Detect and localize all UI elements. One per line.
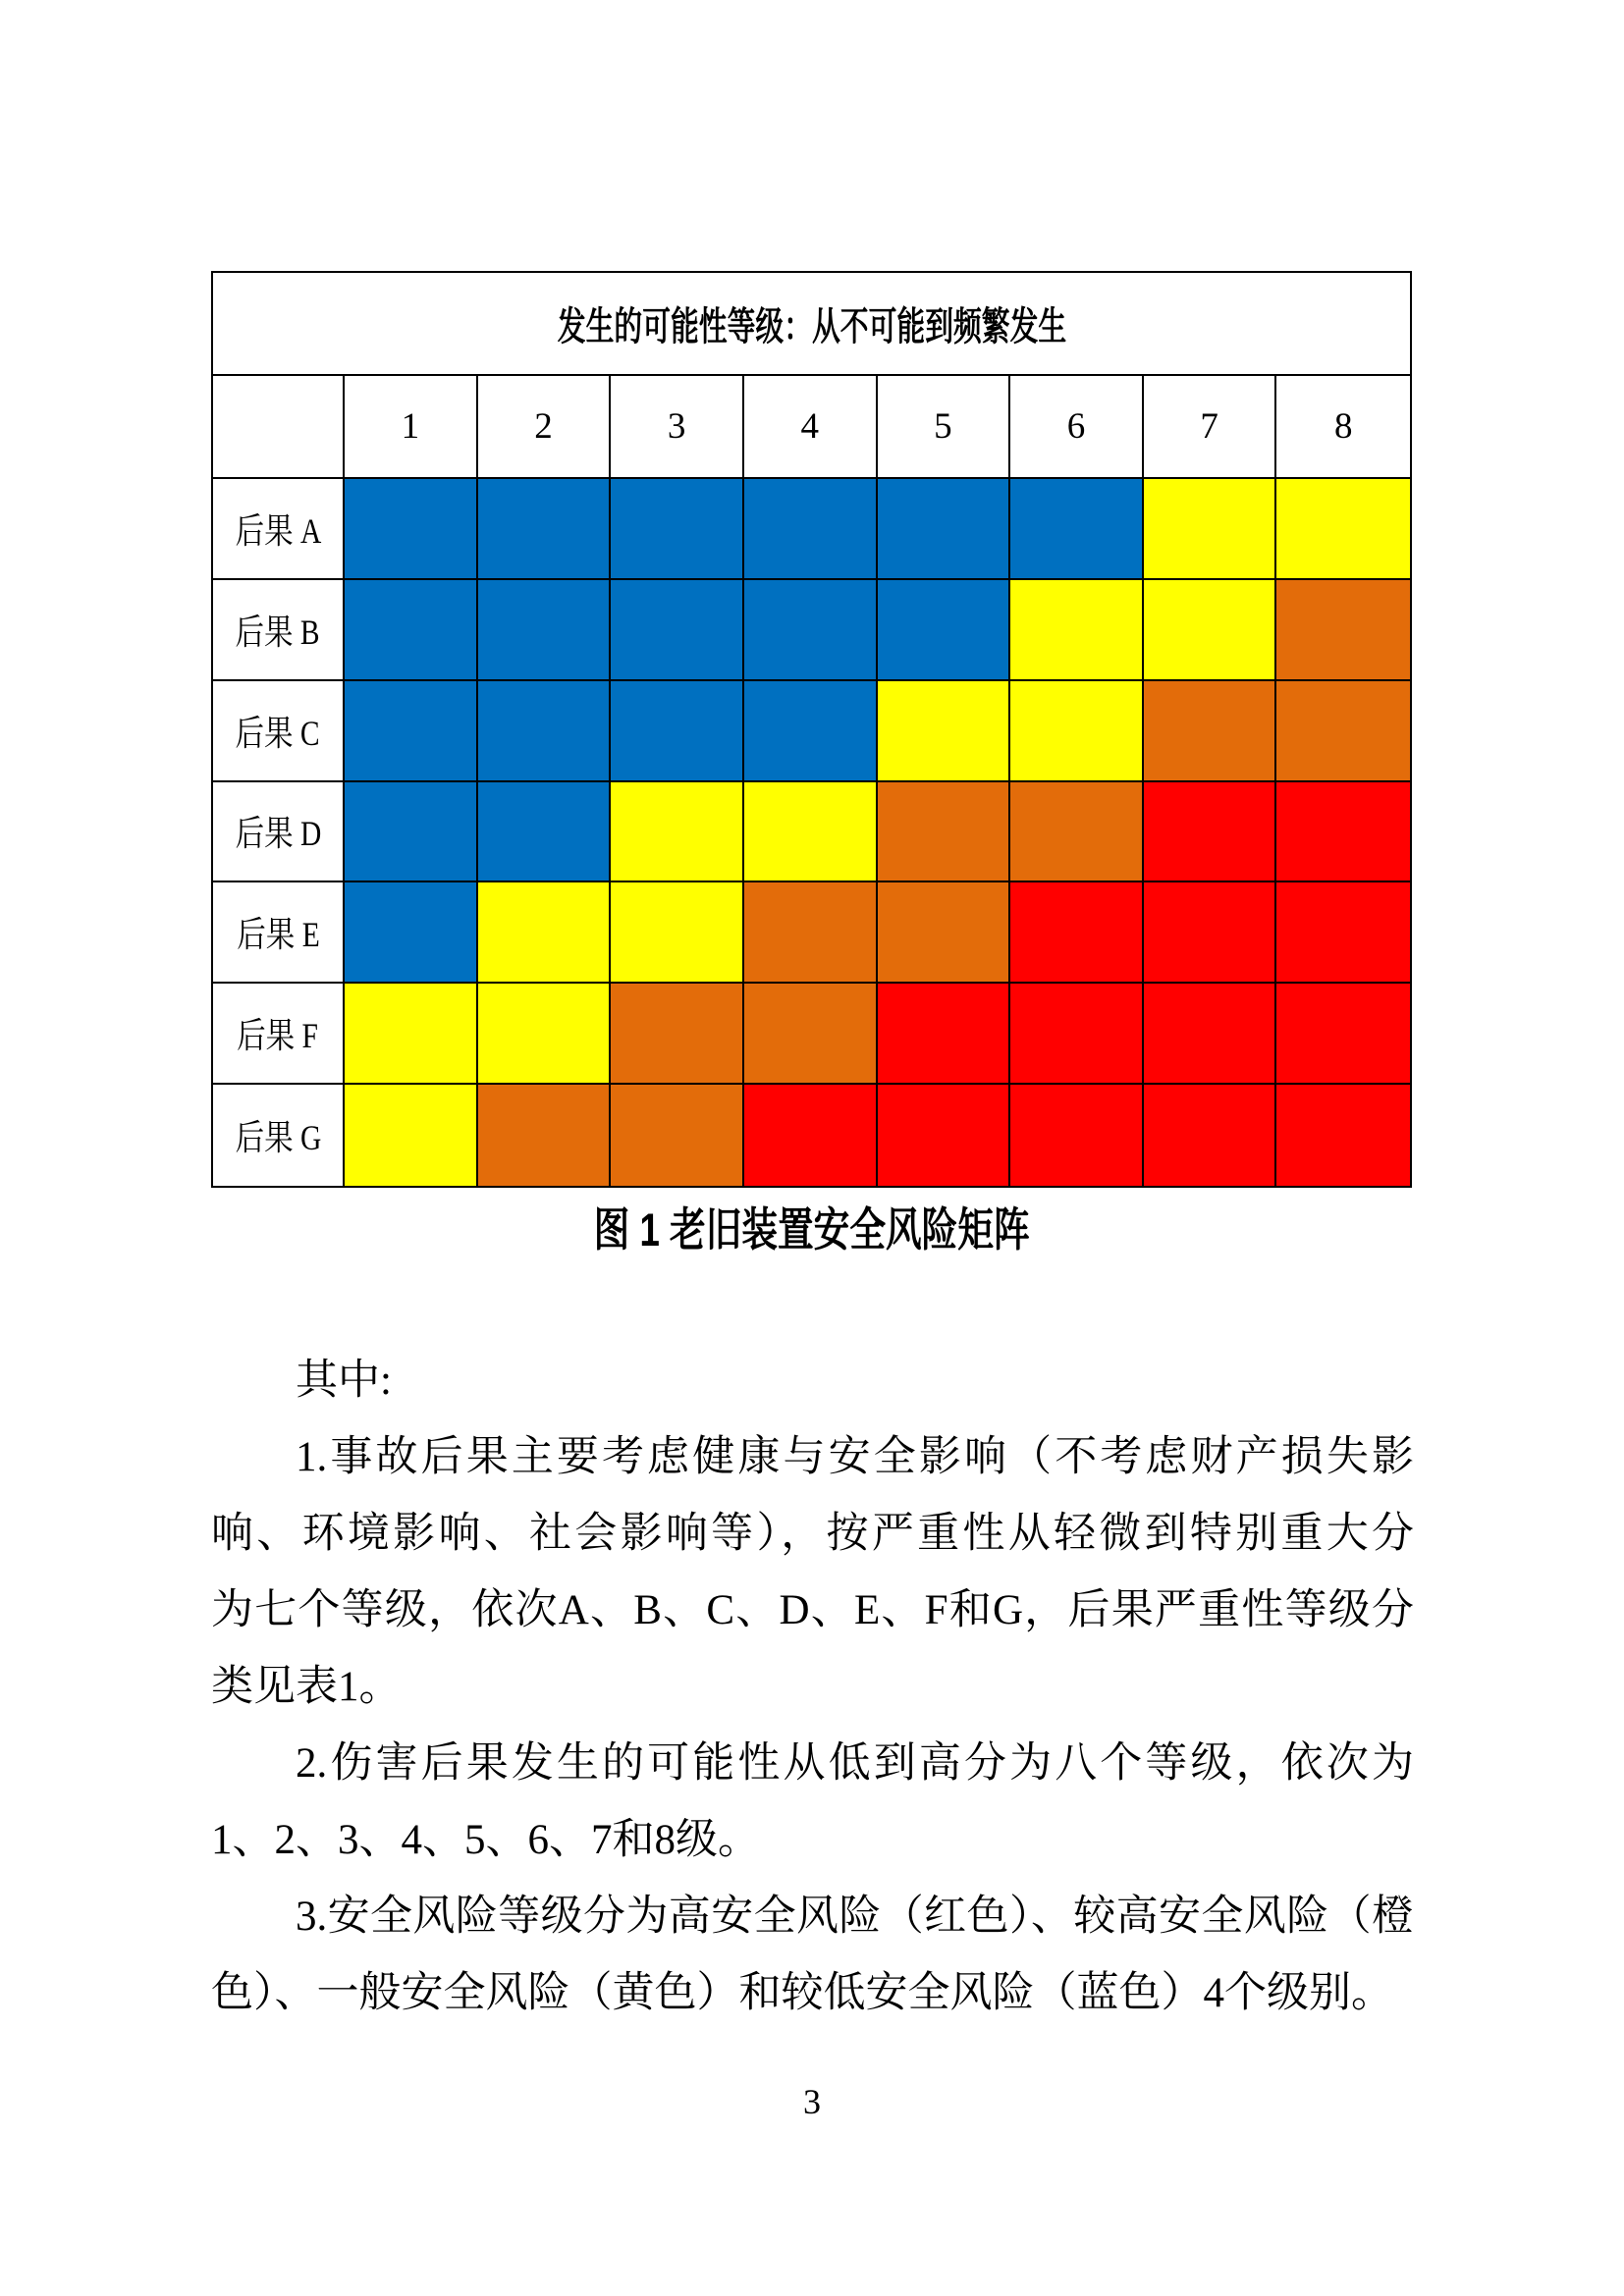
- cell-f8: [1276, 984, 1410, 1085]
- cell-d4: [744, 782, 878, 883]
- cell-f2: [478, 984, 612, 1085]
- cell-e5: [878, 882, 1011, 984]
- cell-d6: [1010, 782, 1144, 883]
- cell-f6: [1010, 984, 1144, 1085]
- body-line-p1-l1: 其中:: [296, 1358, 392, 1404]
- cell-c7: [1144, 681, 1277, 782]
- cell-b4: [744, 580, 878, 681]
- cell-c8: [1276, 681, 1410, 782]
- cell-e6: [1010, 882, 1144, 984]
- cell-f1: [345, 984, 478, 1085]
- figure-caption-text: 图 1 老旧装置安全风险矩阵: [593, 1203, 1031, 1255]
- col-header-3: 3: [611, 376, 744, 479]
- cell-d1: [345, 782, 478, 883]
- cell-c1: [345, 681, 478, 782]
- body-line-p2-l2: 响、环境影响、社会影响等），按严重性从轻微到特别重大分: [211, 1511, 1414, 1557]
- cell-d8: [1276, 782, 1410, 883]
- row-label-d: [213, 782, 345, 883]
- row-label-b: [213, 580, 345, 681]
- body-line-p3-l1: 2.伤害后果发生的可能性从低到高分为八个等级，依次为: [296, 1740, 1414, 1787]
- cell-e2: [478, 882, 612, 984]
- cell-f4: [744, 984, 878, 1085]
- cell-g6: [1010, 1085, 1144, 1186]
- body-line-p4-l1: 3.安全风险等级分为高安全风险（红色）、较高安全风险（橙: [296, 1894, 1414, 1940]
- cell-c2: [478, 681, 612, 782]
- page-number: 3: [803, 2082, 821, 2121]
- row-label-f: [213, 984, 345, 1085]
- cell-e3: [611, 882, 744, 984]
- row-label-text: 后果 G: [235, 1118, 321, 1158]
- cell-f5: [878, 984, 1011, 1085]
- figure-caption: [0, 1194, 1624, 1259]
- cell-a3: [611, 479, 744, 580]
- col-header-8: 8: [1276, 376, 1410, 479]
- cell-b5: [878, 580, 1011, 681]
- cell-b6: [1010, 580, 1144, 681]
- cell-e1: [345, 882, 478, 984]
- cell-b8: [1276, 580, 1410, 681]
- cell-a2: [478, 479, 612, 580]
- cell-g5: [878, 1085, 1011, 1186]
- cell-c6: [1010, 681, 1144, 782]
- cell-a6: [1010, 479, 1144, 580]
- row-label-text: 后果 E: [236, 915, 320, 955]
- col-header-6: 6: [1010, 376, 1144, 479]
- row-label-g: [213, 1085, 345, 1186]
- cell-f7: [1144, 984, 1277, 1085]
- cell-a7: [1144, 479, 1277, 580]
- cell-a1: [345, 479, 478, 580]
- cell-d5: [878, 782, 1011, 883]
- cell-d7: [1144, 782, 1277, 883]
- risk-matrix: [211, 271, 1412, 1188]
- body-line-p4-l2: 色）、一般安全风险（黄色）和较低安全风险（蓝色）4个级别。: [211, 1970, 1393, 2016]
- body-line-p2-l1: 1.事故后果主要考虑健康与安全影响（不考虑财产损失影: [296, 1434, 1414, 1480]
- row-label-e: [213, 882, 345, 984]
- row-label-text: 后果 D: [235, 814, 321, 854]
- body-text: [211, 1343, 1414, 2032]
- cell-b7: [1144, 580, 1277, 681]
- body-line-p2-l3: 为七个等级，依次A、B、C、D、E、F和G，后果严重性等级分: [211, 1587, 1414, 1633]
- matrix-title: 发生的可能性等级：从不可能到频繁发生: [557, 305, 1066, 348]
- cell-g4: [744, 1085, 878, 1186]
- row-label-text: 后果 A: [235, 510, 321, 551]
- col-header-4: 4: [744, 376, 878, 479]
- cell-b3: [611, 580, 744, 681]
- cell-c3: [611, 681, 744, 782]
- cell-g3: [611, 1085, 744, 1186]
- cell-g1: [345, 1085, 478, 1186]
- row-label-c: [213, 681, 345, 782]
- cell-e8: [1276, 882, 1410, 984]
- matrix-title-cell: [213, 273, 1410, 376]
- col-header-5: 5: [878, 376, 1011, 479]
- body-line-p3-l2: 1、2、3、4、5、6、7和8级。: [211, 1817, 760, 1863]
- row-label-text: 后果 C: [235, 713, 321, 753]
- col-header-1: 1: [345, 376, 478, 479]
- cell-d2: [478, 782, 612, 883]
- cell-a8: [1276, 479, 1410, 580]
- row-label-a: [213, 479, 345, 580]
- cell-b2: [478, 580, 612, 681]
- cell-g7: [1144, 1085, 1277, 1186]
- row-label-text: 后果 F: [237, 1016, 319, 1056]
- cell-a4: [744, 479, 878, 580]
- cell-c4: [744, 681, 878, 782]
- cell-e4: [744, 882, 878, 984]
- cell-d3: [611, 782, 744, 883]
- cell-a5: [878, 479, 1011, 580]
- body-line-p2-l4: 类见表1。: [211, 1664, 402, 1710]
- cell-c5: [878, 681, 1011, 782]
- cell-g8: [1276, 1085, 1410, 1186]
- cell-b1: [345, 580, 478, 681]
- matrix-corner-cell: [213, 376, 345, 479]
- cell-f3: [611, 984, 744, 1085]
- col-header-7: 7: [1144, 376, 1277, 479]
- cell-e7: [1144, 882, 1277, 984]
- cell-g2: [478, 1085, 612, 1186]
- col-header-2: 2: [478, 376, 612, 479]
- row-label-text: 后果 B: [235, 612, 321, 652]
